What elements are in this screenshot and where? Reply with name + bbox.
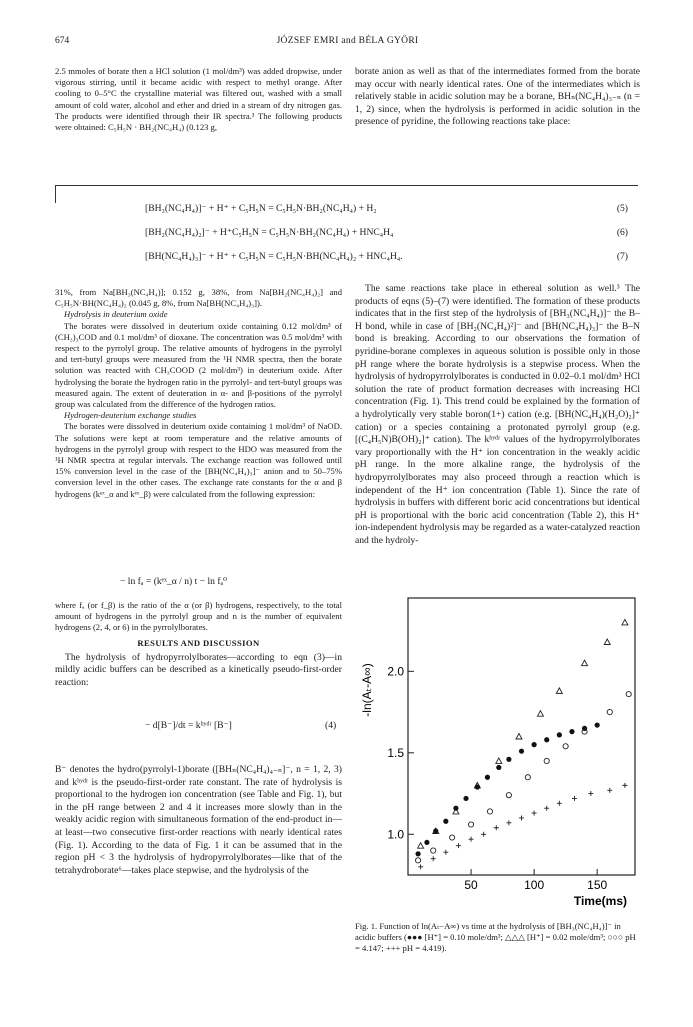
x-tick-label: 100 — [524, 878, 545, 892]
filled-circle-point — [443, 819, 448, 824]
y-tick-label: 2.0 — [387, 664, 404, 679]
filled-circle-point — [519, 749, 524, 754]
yield-paragraph: 31%, from Na[BH₃(NC₄H₄)]; 0.152 g, 38%, from Na[BH₂(NC₄H₄)₂] and C₅H₅N·BH(NC₄H₄)₂ (0.045 g, 8%, from Na[BH(NC₄H₄)₃]). — [55, 287, 342, 309]
triangle-point — [582, 660, 588, 666]
equation-rule-tick — [55, 185, 56, 203]
top-right-text: borate anion as well as that of the intermediates formed from the borate may occur with nearly identical rates. One of the intermediates which is relatively stable in acidic solution may be a borane, BHₙ(NC₄H₄)₃₋ₙ (n = 1, 2) since, when the hydrolysis is performed in acidic solution in the presence of pyridine, the following reactions take place: — [355, 66, 640, 128]
plus-point — [532, 811, 537, 816]
plus-point — [588, 791, 593, 796]
open-circle-point — [487, 809, 492, 814]
triangle-point — [604, 639, 610, 645]
plus-point — [519, 815, 524, 820]
rate-equation: − d[B⁻]/dt = kʰʸᵈʳ [B⁻] — [145, 720, 232, 731]
plus-point — [481, 832, 486, 837]
plus-point — [431, 856, 436, 861]
filled-circle-point — [453, 806, 458, 811]
figure-1 — [353, 590, 640, 915]
filled-circle-point — [424, 840, 429, 845]
running-title: JÓZSEF EMRI and BÉLA GYÖRI — [276, 36, 419, 46]
exchange-equation: − ln fₐ = (kᵉˣ_α / n) t − ln fₐ⁰ — [120, 576, 227, 587]
filled-circle-point — [557, 732, 562, 737]
equation-7-text: [BH(NC₄H₄)₃]⁻ + H⁺ + C₅H₅N = C₅H₅N·BH(NC₄H₄)₂ + HNC₄H₄. — [145, 251, 403, 262]
plot-frame — [408, 598, 635, 875]
equation-box — [55, 185, 638, 267]
plus-point — [469, 837, 474, 842]
results-paragraph-2: B⁻ denotes the hydro(pyrrolyl-1)borate ([BHₙ(NC₄H₄)₄₋ₙ]⁻, n = 1, 2, 3) and kʰʸᵈʳ is the pseudo-first-order rate constant. The rate of hydrolysis is proportional to the hydrogen ion concentration (see Table and Fig. 1), but in the pH range between 2 and 4 it increases more slowly than in the weakly acidic region with simultaneous formation of the end-product in—at least—two consecutive first-order reactions with nearly identical rates (Fig. 1). According to the data of Fig. 1 it can be assumed that in the region pH < 3 the hydrolysis of hydropyrrolylborates—like that of the tetrahydroborate⁶—takes place stepwise, and the hydrolysis of the — [55, 764, 342, 876]
open-circle-point — [431, 848, 436, 853]
open-circle-point — [468, 822, 473, 827]
filled-circle-point — [475, 784, 480, 789]
equation-7-number: (7) — [616, 251, 628, 262]
equation-6-number: (6) — [616, 227, 628, 238]
y-axis-label: -ln(Aₜ-A∞) — [360, 663, 374, 717]
filled-circle-point — [569, 729, 574, 734]
equation-6-text: [BH₂(NC₄H₄)₂]⁻ + H⁺C₅H₅N = C₅H₅N·BH₂(NC₄H₄) + HNC₄H₄ — [145, 227, 394, 238]
left-column-upper — [55, 287, 342, 500]
x-tick-label: 150 — [587, 878, 608, 892]
filled-circle-point — [485, 775, 490, 780]
where-paragraph: where fₐ (or f_β) is the ratio of the α (or β) hydrogens, respectively, to the total amount of hydrogens in the pyrrolyl group and n is the number of equivalent hydrogens (2, 4, or 6) in the pyrrolylborates. — [55, 600, 342, 633]
filled-circle-point — [595, 722, 600, 727]
hydrolysis-heading: Hydrolysis in deuterium oxide — [64, 309, 168, 320]
open-circle-point — [607, 709, 612, 714]
hydrolysis-paragraph: The borates were dissolved in deuterium oxide containing 0.12 mol/dm³ of (CH₃)₃COD and 0.1 mol/dm³ of dioxane. The concentration was 0.5 mol/dm³ with respect to the pyrrolyl group. The relative amounts of hydrogens in the pyrrolyl and tert-butyl groups were measured from the ¹H NMR spectra, then the borate solution was reacted with CH₃COOD (2 mol/dm³) in deuterium oxide. After hydrolysing the borate the hydrogen ratio in the pyrrolyl- and tert-butyl groups was measured again. The extent of deuteration in α- and β-positions of the pyrrolyl group was calculated from the difference of the hydrogen ratios. — [55, 320, 342, 410]
plus-point — [607, 788, 612, 793]
right-column-text: The same reactions take place in ethereal solution as well.³ The products of eqns (5)–(7) were identified. The formation of these products indicates that in the first step of the hydrolysis of [BH₃(NC₄H₄)]⁻ the B–H bond, while in case of [BH₂(NC₄H₄)²]⁻ and [BH(NC₄H₄)₃]⁻ the B–N bond is breaking. According to our observations the formation of pyridine-borane complexes in aqueous solution is possible only in those pH range where the borate hydrolysis is a stepwise process. When the hydrolysis of hydropyrrolylborates is conducted in 0.02–0.1 mol/dm³ HCl solution the rate of product formation decreases with increasing HCl concentration (Fig. 1). This trend could be explained by the formation of a hydrolytically very stable boron(1+) cation (e.g. [BH(NC₄H₄)(H₂O)₂]⁺ cation) or a species containing a protonated pyrrolyl group (e.g. [(C₄H₅N)B(OH)₂]⁺ cation). The kʰʸᵈʳ values of the hydropyrrolylborates vary proportionally with the H⁺ ion concentration in the weakly acidic pH range. In the more alkaline range, the hydrolysis of the hydropyrrolylborates may also proceed through a reaction which is independent of the H⁺ ion concentration (Table 1). Since the rate of hydrolysis in buffers with different boric acid concentrations but identical pH is proportional with the boric acid concentration (Table 2), this H⁺ ion-independent hydrolysis may be regarded as a water-catalyzed reaction and the hydroly- — [355, 283, 640, 546]
filled-circle-point — [544, 737, 549, 742]
plus-point — [418, 864, 423, 869]
results-heading: RESULTS AND DISCUSSION — [137, 637, 260, 648]
triangle-point — [556, 688, 562, 694]
x-tick-label: 50 — [464, 878, 478, 892]
filled-circle-point — [496, 765, 501, 770]
top-right-paragraph — [355, 66, 640, 129]
x-axis-label: Time(ms) — [573, 894, 627, 908]
open-circle-point — [525, 775, 530, 780]
open-circle-point — [626, 692, 631, 697]
plus-point — [572, 796, 577, 801]
y-tick-label: 1.5 — [387, 745, 404, 760]
equation-5-number: (5) — [616, 203, 628, 214]
triangle-point — [622, 619, 628, 625]
open-circle-point — [415, 858, 420, 863]
page-header — [55, 36, 640, 50]
page-number: 674 — [55, 36, 70, 46]
plus-point — [506, 820, 511, 825]
filled-circle-point — [463, 796, 468, 801]
top-left-paragraph — [55, 66, 342, 133]
plus-point — [557, 801, 562, 806]
equation-rule — [55, 185, 638, 186]
filled-circle-point — [433, 828, 438, 833]
open-circle-point — [506, 793, 511, 798]
filled-circle-point — [506, 757, 511, 762]
chart-svg — [353, 590, 640, 915]
open-circle-point — [544, 758, 549, 763]
triangle-point — [496, 758, 502, 764]
results-paragraph-2-block — [55, 764, 342, 877]
triangle-point — [418, 843, 424, 849]
filled-circle-point — [415, 851, 420, 856]
left-column-lower — [55, 600, 342, 690]
equation-5-text: [BH₃(NC₄H₄)]⁻ + H⁺ + C₅H₅N = C₅H₅N·BH₂(NC₄H₄) + H₂ — [145, 203, 377, 214]
open-circle-point — [563, 744, 568, 749]
plus-point — [494, 825, 499, 830]
plus-point — [456, 843, 461, 848]
figure-caption: Fig. 1. Function of ln(Aₜ−A∞) vs time at the hydrolysis of [BH₃(NC₄H₄)]⁻ in acidic buffers (●●● [H⁺] = 0.10 mole/dm³; △△△ [H⁺] = 0.02 mole/dm³; ○○○ pH = 4.147; +++ pH = 4.419). — [355, 921, 636, 953]
y-tick-label: 1.0 — [387, 827, 404, 842]
open-circle-point — [450, 835, 455, 840]
filled-circle-point — [532, 742, 537, 747]
top-left-text: 2.5 mmoles of borate then a HCl solution (1 mol/dm³) was added dropwise, under vigorous stirring, until it became acidic with respect to methyl orange. After cooling to 0–5°C the crystalline material was filtered out, washed with a small amount of cold water, alcohol and ether and dried in a stream of dry nitrogen gas. The products were identified through their IR spectra.³ The following products were obtained: C₅H₅N · BH₂(NC₄H₄) (0.123 g, — [55, 66, 342, 133]
exchange-heading: Hydrogen-deuterium exchange studies — [64, 410, 197, 421]
right-column-paragraph — [355, 283, 640, 547]
triangle-point — [516, 734, 522, 740]
exchange-paragraph: The borates were dissolved in deuterium oxide containing 1 mol/dm³ of NaOD. The solutions were kept at room temperature and the relative amounts of hydrogens in the pyrrolyl group with respect to the HDO was measured from the ¹H NMR spectra at regular intervals. The exchange reaction was followed until 15% conversion level in the case of the [BH(NC₄H₄)₃]⁻ anion and to 50–75% conversion level in the other cases. The exchange rate constants for the α and β hydrogens (kᵉˣ_α and kᵉˣ_β) were calculated from the following expression: — [55, 421, 342, 499]
rate-equation-number: (4) — [325, 720, 337, 731]
plus-point — [544, 806, 549, 811]
plus-point — [443, 850, 448, 855]
results-paragraph-1: The hydrolysis of hydropyrrolylborates—according to eqn (3)—in mildly acidic buffers can be described as a kinetically pseudo-first-order reaction: — [55, 651, 342, 688]
plus-point — [622, 783, 627, 788]
triangle-point — [537, 711, 543, 717]
